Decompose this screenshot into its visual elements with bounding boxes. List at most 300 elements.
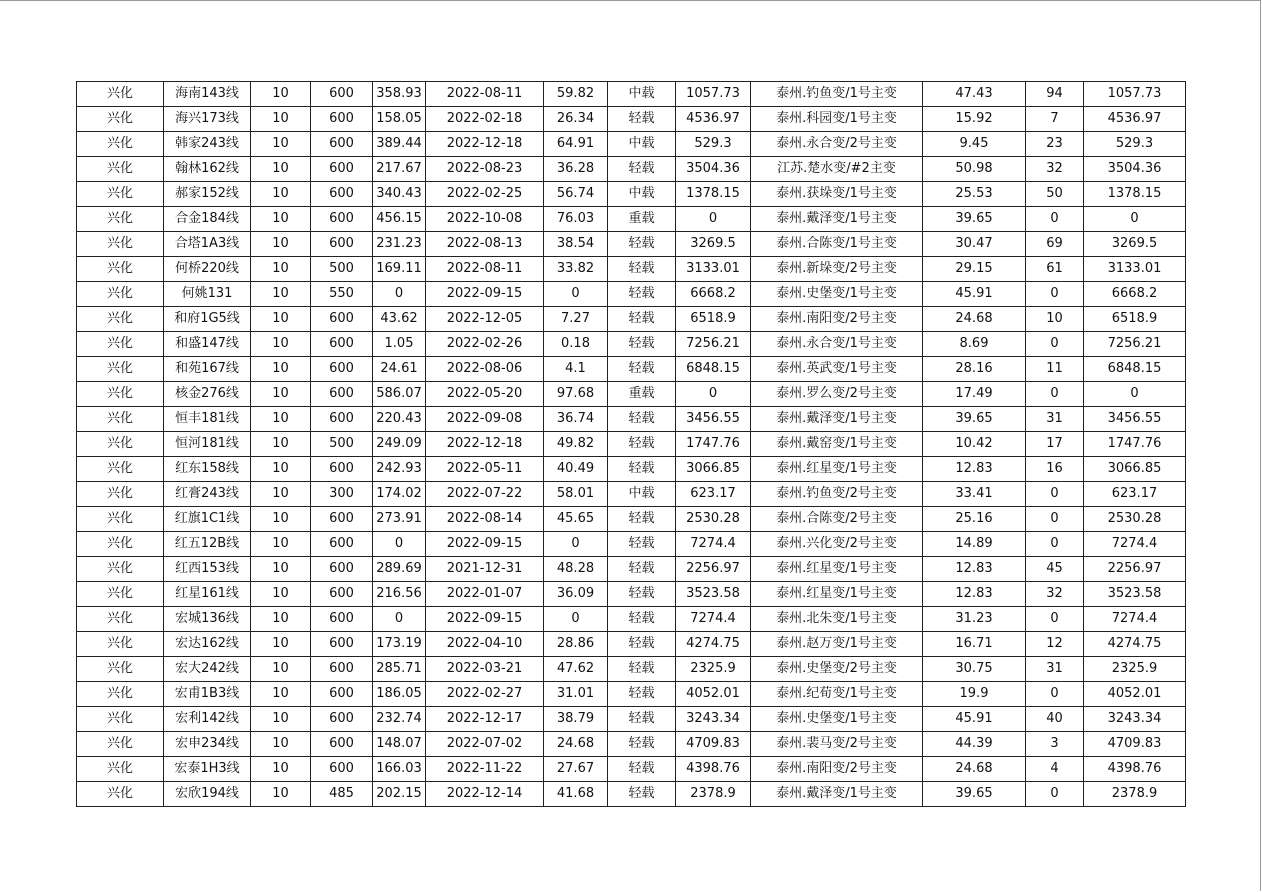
table-cell: 4274.75: [1084, 632, 1186, 657]
table-cell: 600: [311, 607, 373, 632]
table-cell: 500: [311, 432, 373, 457]
table-cell: 50: [1026, 182, 1084, 207]
table-cell: 2022-07-02: [426, 732, 544, 757]
table-cell: 32: [1026, 582, 1084, 607]
table-cell: 600: [311, 132, 373, 157]
table-cell: 0.18: [544, 332, 608, 357]
table-cell: 和盛147线: [164, 332, 251, 357]
table-cell: 兴化: [77, 107, 164, 132]
table-cell: 中载: [608, 482, 676, 507]
table-cell: 289.69: [373, 557, 426, 582]
table-cell: 600: [311, 532, 373, 557]
table-row: [77, 507, 1186, 532]
table-cell: 2256.97: [1084, 557, 1186, 582]
table-cell: 148.07: [373, 732, 426, 757]
table-row: [77, 457, 1186, 482]
table-cell: 轻载: [608, 457, 676, 482]
table-cell: 兴化: [77, 507, 164, 532]
table-row: [77, 407, 1186, 432]
table-cell: 31: [1026, 657, 1084, 682]
table-cell: 轻载: [608, 432, 676, 457]
table-cell: 轻载: [608, 632, 676, 657]
table-cell: 586.07: [373, 382, 426, 407]
table-cell: 轻载: [608, 582, 676, 607]
table-cell: 4052.01: [676, 682, 751, 707]
table-row: [77, 232, 1186, 257]
table-cell: 24.61: [373, 357, 426, 382]
table-cell: 2022-02-26: [426, 332, 544, 357]
table-cell: 宏甫1B3线: [164, 682, 251, 707]
table-row: [77, 107, 1186, 132]
table-cell: 兴化: [77, 157, 164, 182]
table-cell: 10: [251, 782, 311, 807]
table-cell: 轻载: [608, 707, 676, 732]
table-cell: 2022-09-08: [426, 407, 544, 432]
table-cell: 兴化: [77, 307, 164, 332]
table-cell: 217.67: [373, 157, 426, 182]
table-cell: 3269.5: [676, 232, 751, 257]
table-row: [77, 82, 1186, 107]
table-cell: 17.49: [923, 382, 1026, 407]
table-cell: 166.03: [373, 757, 426, 782]
table-cell: 10: [251, 232, 311, 257]
table-cell: 泰州.赵万变/1号主变: [751, 632, 923, 657]
table-cell: 38.54: [544, 232, 608, 257]
table-cell: 0: [1026, 482, 1084, 507]
table-cell: 3504.36: [676, 157, 751, 182]
table-cell: 600: [311, 232, 373, 257]
table-cell: 0: [1026, 207, 1084, 232]
table-row: [77, 307, 1186, 332]
table-cell: 轻载: [608, 782, 676, 807]
table-cell: 10: [251, 582, 311, 607]
table-row: [77, 632, 1186, 657]
table-cell: 轻载: [608, 332, 676, 357]
table-cell: 1057.73: [676, 82, 751, 107]
table-cell: 47.43: [923, 82, 1026, 107]
table-cell: 186.05: [373, 682, 426, 707]
table-cell: 12.83: [923, 557, 1026, 582]
table-cell: 600: [311, 307, 373, 332]
table-body: [77, 82, 1186, 807]
table-cell: 10: [251, 757, 311, 782]
table-cell: 76.03: [544, 207, 608, 232]
table-cell: 翰林162线: [164, 157, 251, 182]
table-cell: 17: [1026, 432, 1084, 457]
table-cell: 600: [311, 682, 373, 707]
table-cell: 2022-12-14: [426, 782, 544, 807]
table-cell: 7256.21: [1084, 332, 1186, 357]
table-cell: 600: [311, 107, 373, 132]
table-cell: 2022-09-15: [426, 607, 544, 632]
table-cell: 600: [311, 457, 373, 482]
table-cell: 623.17: [1084, 482, 1186, 507]
table-cell: 2530.28: [1084, 507, 1186, 532]
table-cell: 轻载: [608, 232, 676, 257]
table-cell: 10: [251, 407, 311, 432]
table-cell: 40: [1026, 707, 1084, 732]
table-cell: 泰州.史堡变/1号主变: [751, 282, 923, 307]
table-cell: 623.17: [676, 482, 751, 507]
table-row: [77, 557, 1186, 582]
table-cell: 轻载: [608, 507, 676, 532]
table-cell: 1378.15: [676, 182, 751, 207]
table-cell: 2022-03-21: [426, 657, 544, 682]
table-cell: 7.27: [544, 307, 608, 332]
table-cell: 泰州.红星变/1号主变: [751, 557, 923, 582]
table-cell: 40.49: [544, 457, 608, 482]
table-cell: 2022-01-07: [426, 582, 544, 607]
table-cell: 泰州.戴窑变/1号主变: [751, 432, 923, 457]
table-cell: 202.15: [373, 782, 426, 807]
table-cell: 轻载: [608, 557, 676, 582]
table-cell: 泰州.南阳变/2号主变: [751, 757, 923, 782]
table-cell: 36.74: [544, 407, 608, 432]
table-cell: 285.71: [373, 657, 426, 682]
table-row: [77, 732, 1186, 757]
table-row: [77, 332, 1186, 357]
table-cell: 红东158线: [164, 457, 251, 482]
table-cell: 泰州.钓鱼变/1号主变: [751, 82, 923, 107]
table-cell: 340.43: [373, 182, 426, 207]
table-cell: 8.69: [923, 332, 1026, 357]
table-cell: 0: [544, 282, 608, 307]
table-cell: 2022-09-15: [426, 532, 544, 557]
table-cell: 389.44: [373, 132, 426, 157]
table-cell: 43.62: [373, 307, 426, 332]
table-cell: 轻载: [608, 657, 676, 682]
table-cell: 恒河181线: [164, 432, 251, 457]
table-cell: 0: [1026, 507, 1084, 532]
table-cell: 600: [311, 632, 373, 657]
table-cell: 6848.15: [1084, 357, 1186, 382]
table-cell: 25.53: [923, 182, 1026, 207]
table-cell: 25.16: [923, 507, 1026, 532]
table-cell: 174.02: [373, 482, 426, 507]
table-cell: 49.82: [544, 432, 608, 457]
table-cell: 0: [676, 207, 751, 232]
table-cell: 4: [1026, 757, 1084, 782]
table-cell: 10: [251, 707, 311, 732]
table-cell: 27.67: [544, 757, 608, 782]
table-cell: 58.01: [544, 482, 608, 507]
table-cell: 3456.55: [676, 407, 751, 432]
table-cell: 和苑167线: [164, 357, 251, 382]
table-cell: 10: [251, 107, 311, 132]
table-cell: 0: [1084, 382, 1186, 407]
table-cell: 10: [1026, 307, 1084, 332]
table-cell: 6518.9: [1084, 307, 1186, 332]
table-row: [77, 132, 1186, 157]
table-cell: 169.11: [373, 257, 426, 282]
table-cell: 550: [311, 282, 373, 307]
table-cell: 兴化: [77, 557, 164, 582]
table-cell: 2022-02-25: [426, 182, 544, 207]
table-cell: 泰州.北朱变/1号主变: [751, 607, 923, 632]
table-cell: 28.86: [544, 632, 608, 657]
table-cell: 轻载: [608, 307, 676, 332]
table-row: [77, 182, 1186, 207]
table-cell: 231.23: [373, 232, 426, 257]
table-cell: 600: [311, 732, 373, 757]
table-cell: 4.1: [544, 357, 608, 382]
table-cell: 45.91: [923, 707, 1026, 732]
table-cell: 12: [1026, 632, 1084, 657]
table-cell: 泰州.纪荀变/1号主变: [751, 682, 923, 707]
table-cell: 2256.97: [676, 557, 751, 582]
table-cell: 11: [1026, 357, 1084, 382]
table-cell: 2022-07-22: [426, 482, 544, 507]
table-cell: 2022-08-11: [426, 257, 544, 282]
table-cell: 海兴173线: [164, 107, 251, 132]
table-cell: 轻载: [608, 357, 676, 382]
table-cell: 600: [311, 582, 373, 607]
table-cell: 10: [251, 307, 311, 332]
table-cell: 41.68: [544, 782, 608, 807]
table-cell: 兴化: [77, 207, 164, 232]
table-cell: 31.01: [544, 682, 608, 707]
table-cell: 轻载: [608, 107, 676, 132]
table-cell: 16.71: [923, 632, 1026, 657]
table-cell: 31.23: [923, 607, 1026, 632]
table-cell: 300: [311, 482, 373, 507]
table-cell: 泰州.合陈变/1号主变: [751, 232, 923, 257]
table-cell: 兴化: [77, 432, 164, 457]
table-cell: 600: [311, 507, 373, 532]
table-cell: 4398.76: [676, 757, 751, 782]
table-cell: 500: [311, 257, 373, 282]
table-cell: 39.65: [923, 207, 1026, 232]
table-cell: 恒丰181线: [164, 407, 251, 432]
table-cell: 泰州.史堡变/2号主变: [751, 657, 923, 682]
table-cell: 兴化: [77, 532, 164, 557]
table-cell: 273.91: [373, 507, 426, 532]
table-cell: 249.09: [373, 432, 426, 457]
table-row: [77, 482, 1186, 507]
table-cell: 10: [251, 282, 311, 307]
table-cell: 3523.58: [1084, 582, 1186, 607]
table-cell: 0: [1026, 282, 1084, 307]
table-cell: 江苏.楚水变/#2主变: [751, 157, 923, 182]
table-cell: 12.83: [923, 457, 1026, 482]
table-cell: 0: [1026, 532, 1084, 557]
feeder-load-table: [76, 81, 1186, 807]
table-cell: 合金184线: [164, 207, 251, 232]
table-cell: 红膏243线: [164, 482, 251, 507]
table-cell: 3269.5: [1084, 232, 1186, 257]
table-cell: 宏欣194线: [164, 782, 251, 807]
table-cell: 10: [251, 257, 311, 282]
table-cell: 1747.76: [676, 432, 751, 457]
table-cell: 7: [1026, 107, 1084, 132]
table-cell: 郝家152线: [164, 182, 251, 207]
table-cell: 529.3: [1084, 132, 1186, 157]
table-cell: 600: [311, 757, 373, 782]
table-cell: 36.28: [544, 157, 608, 182]
table-cell: 59.82: [544, 82, 608, 107]
table-cell: 重载: [608, 207, 676, 232]
table-row: [77, 432, 1186, 457]
table-cell: 97.68: [544, 382, 608, 407]
table-cell: 10: [251, 182, 311, 207]
table-cell: 19.9: [923, 682, 1026, 707]
table-cell: 兴化: [77, 582, 164, 607]
table-cell: 600: [311, 332, 373, 357]
table-cell: 600: [311, 357, 373, 382]
table-cell: 6668.2: [1084, 282, 1186, 307]
table-cell: 韩家243线: [164, 132, 251, 157]
table-cell: 24.68: [544, 732, 608, 757]
table-cell: 485: [311, 782, 373, 807]
table-row: [77, 582, 1186, 607]
table-cell: 红西153线: [164, 557, 251, 582]
table-cell: 泰州.兴化变/2号主变: [751, 532, 923, 557]
table-cell: 30.75: [923, 657, 1026, 682]
table-cell: 兴化: [77, 82, 164, 107]
table-cell: 泰州.英武变/1号主变: [751, 357, 923, 382]
table-cell: 7274.4: [1084, 607, 1186, 632]
table-cell: 3133.01: [1084, 257, 1186, 282]
table-cell: 轻载: [608, 407, 676, 432]
table-cell: 32: [1026, 157, 1084, 182]
table-cell: 2022-09-15: [426, 282, 544, 307]
table-cell: 宏达162线: [164, 632, 251, 657]
table-cell: 29.15: [923, 257, 1026, 282]
table-cell: 10: [251, 332, 311, 357]
table-cell: 10: [251, 732, 311, 757]
table-cell: 2022-08-23: [426, 157, 544, 182]
table-cell: 泰州.合陈变/2号主变: [751, 507, 923, 532]
table-cell: 兴化: [77, 457, 164, 482]
table-cell: 216.56: [373, 582, 426, 607]
table-cell: 10: [251, 607, 311, 632]
table-cell: 600: [311, 407, 373, 432]
table-cell: 泰州.新垛变/2号主变: [751, 257, 923, 282]
table-cell: 兴化: [77, 332, 164, 357]
table-cell: 轻载: [608, 157, 676, 182]
table-cell: 兴化: [77, 482, 164, 507]
table-cell: 重载: [608, 382, 676, 407]
table-cell: 合塔1A3线: [164, 232, 251, 257]
table-cell: 4709.83: [676, 732, 751, 757]
table-cell: 轻载: [608, 532, 676, 557]
table-cell: 何姚131: [164, 282, 251, 307]
table-cell: 中载: [608, 82, 676, 107]
table-cell: 1057.73: [1084, 82, 1186, 107]
table-cell: 2022-12-18: [426, 132, 544, 157]
table-cell: 轻载: [608, 257, 676, 282]
table-cell: 宏泰1H3线: [164, 757, 251, 782]
table-cell: 33.41: [923, 482, 1026, 507]
table-cell: 31: [1026, 407, 1084, 432]
table-cell: 0: [1084, 207, 1186, 232]
table-cell: 28.16: [923, 357, 1026, 382]
table-cell: 4274.75: [676, 632, 751, 657]
table-cell: 3504.36: [1084, 157, 1186, 182]
table-cell: 2022-02-18: [426, 107, 544, 132]
table-row: [77, 757, 1186, 782]
table-cell: 64.91: [544, 132, 608, 157]
table-cell: 50.98: [923, 157, 1026, 182]
table-cell: 4709.83: [1084, 732, 1186, 757]
table-cell: 2530.28: [676, 507, 751, 532]
table-cell: 69: [1026, 232, 1084, 257]
table-cell: 3456.55: [1084, 407, 1186, 432]
table-cell: 7256.21: [676, 332, 751, 357]
table-cell: 泰州.罗么变/2号主变: [751, 382, 923, 407]
table-cell: 10: [251, 657, 311, 682]
table-row: [77, 382, 1186, 407]
table-cell: 2022-02-27: [426, 682, 544, 707]
table-cell: 泰州.永合变/1号主变: [751, 332, 923, 357]
table-cell: 4536.97: [1084, 107, 1186, 132]
table-cell: 泰州.南阳变/2号主变: [751, 307, 923, 332]
table-cell: 45: [1026, 557, 1084, 582]
table-cell: 10: [251, 132, 311, 157]
table-cell: 456.15: [373, 207, 426, 232]
table-cell: 1747.76: [1084, 432, 1186, 457]
table-cell: 泰州.红星变/1号主变: [751, 582, 923, 607]
table-cell: 兴化: [77, 732, 164, 757]
table-cell: 61: [1026, 257, 1084, 282]
table-cell: 2022-08-06: [426, 357, 544, 382]
table-cell: 泰州.永合变/2号主变: [751, 132, 923, 157]
table-cell: 泰州.戴泽变/1号主变: [751, 407, 923, 432]
table-cell: 24.68: [923, 757, 1026, 782]
table-cell: 33.82: [544, 257, 608, 282]
table-cell: 10: [251, 457, 311, 482]
table-cell: 核金276线: [164, 382, 251, 407]
table-cell: 10: [251, 507, 311, 532]
table-cell: 10: [251, 532, 311, 557]
table-cell: 48.28: [544, 557, 608, 582]
table-cell: 红旗1C1线: [164, 507, 251, 532]
table-cell: 中载: [608, 182, 676, 207]
table-cell: 0: [373, 532, 426, 557]
table-cell: 38.79: [544, 707, 608, 732]
table-cell: 2022-05-20: [426, 382, 544, 407]
table-cell: 兴化: [77, 782, 164, 807]
table-cell: 0: [544, 607, 608, 632]
table-cell: 2378.9: [1084, 782, 1186, 807]
table-cell: 15.92: [923, 107, 1026, 132]
table-cell: 兴化: [77, 232, 164, 257]
table-cell: 56.74: [544, 182, 608, 207]
table-cell: 45.91: [923, 282, 1026, 307]
table-cell: 泰州.科园变/1号主变: [751, 107, 923, 132]
table-cell: 10: [251, 357, 311, 382]
table-cell: 兴化: [77, 257, 164, 282]
table-cell: 7274.4: [676, 532, 751, 557]
table-cell: 轻载: [608, 757, 676, 782]
table-cell: 2022-12-05: [426, 307, 544, 332]
table-cell: 2022-12-18: [426, 432, 544, 457]
table-cell: 6668.2: [676, 282, 751, 307]
table-cell: 600: [311, 82, 373, 107]
table-cell: 泰州.钓鱼变/2号主变: [751, 482, 923, 507]
table-row: [77, 207, 1186, 232]
table-cell: 3523.58: [676, 582, 751, 607]
table-cell: 2022-12-17: [426, 707, 544, 732]
table-cell: 2378.9: [676, 782, 751, 807]
table-cell: 10: [251, 382, 311, 407]
table-cell: 16: [1026, 457, 1084, 482]
table-cell: 泰州.戴泽变/1号主变: [751, 207, 923, 232]
table-cell: 3066.85: [676, 457, 751, 482]
table-cell: 泰州.裴马变/2号主变: [751, 732, 923, 757]
table-cell: 兴化: [77, 757, 164, 782]
table-row: [77, 657, 1186, 682]
